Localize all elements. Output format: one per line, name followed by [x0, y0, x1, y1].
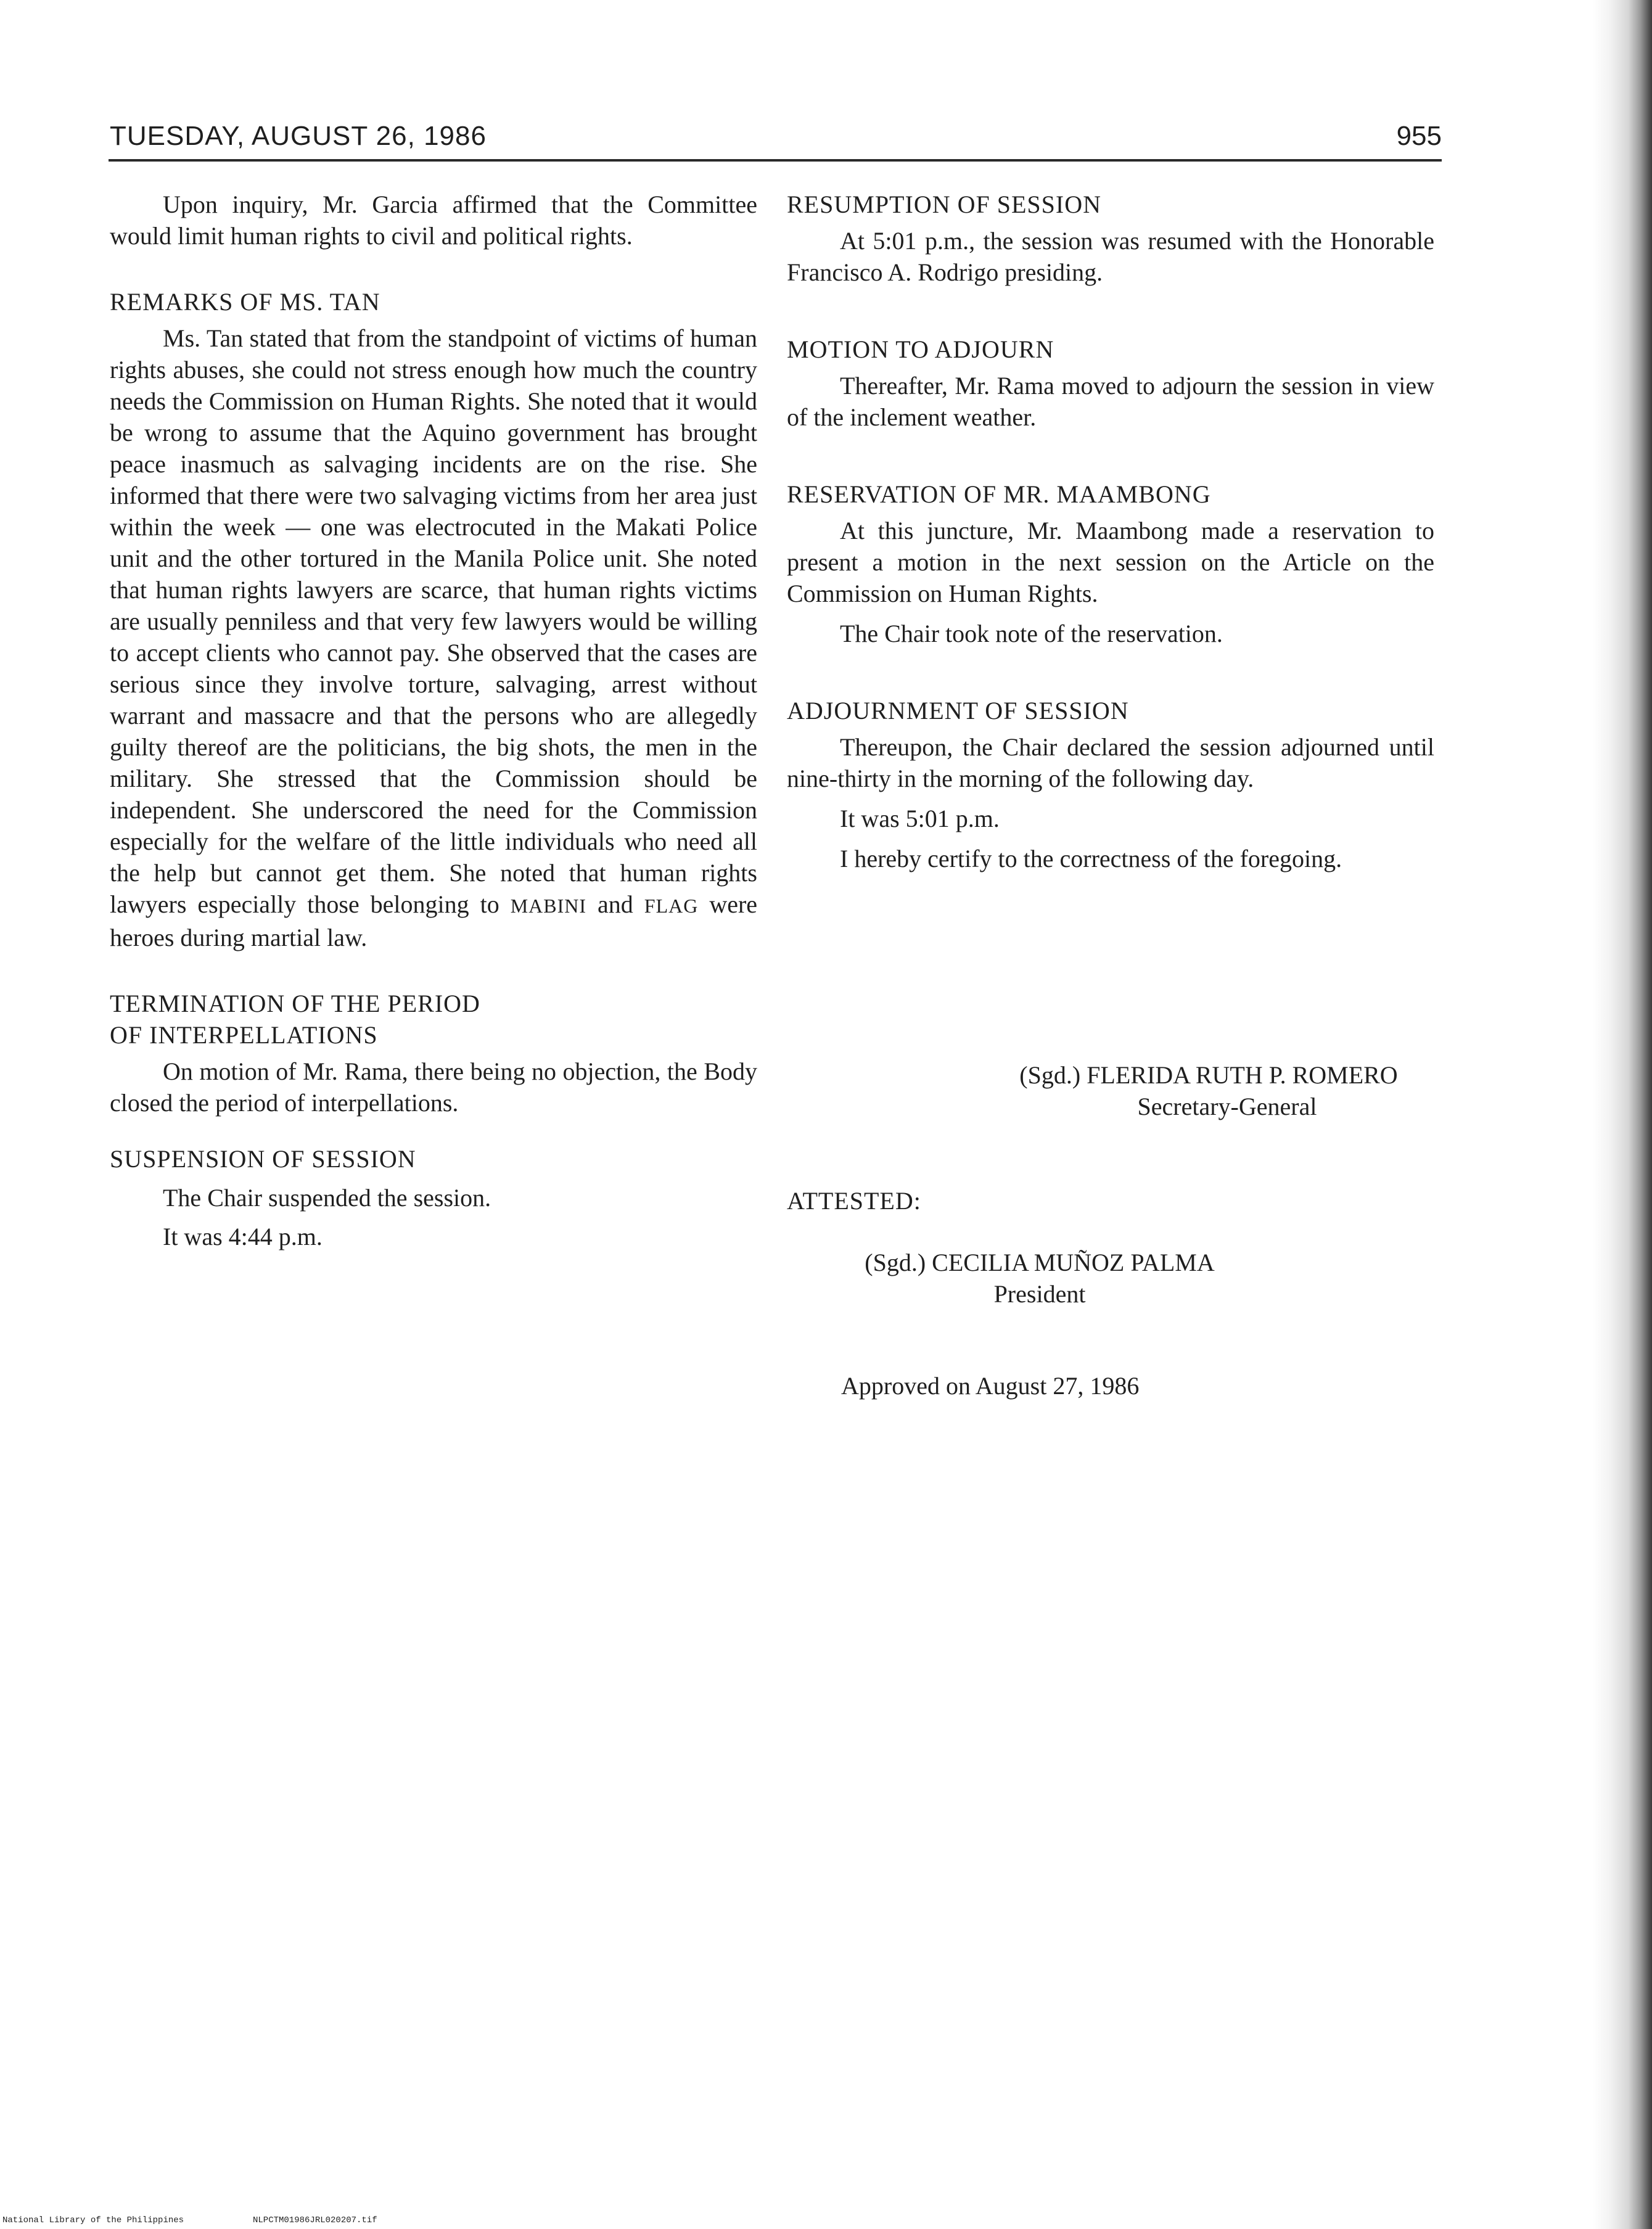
intro-paragraph: Upon inquiry, Mr. Garcia affirmed that the Committee would limit human rights to civil and political rights.	[110, 191, 757, 250]
remarks-text-a: Ms. Tan stated that from the standpoint of victims of human rights abuses, she could not stress enough how much the country needs the Commission on Human Rights. She noted that it would be wrong to assume that the Aquino government has brought peace inasmuch as salvaging incidents are on the rise. She informed that there were two salvaging victims from her area just within the week — one was electrocuted in the Makati Police unit and the other tortured in the Manila Police unit. She noted that human rights lawyers are scarce, that human rights victims are usually penniless and that very few lawyers would be willing to accept clients who cannot pay. She observed that the cases are serious since they involve torture, salvaging, arrest without warrant and massacre and that the persons who are allegedly guilty thereof are the politicians, the big shots, the men in the military. She stressed that the Commission should be independent. She underscored the need for the Commission especially for the welfare of the little individuals who need all the help but cannot get them. She noted that human rights lawyers especially those belonging to	[110, 324, 757, 918]
footer-library: National Library of the Philippines	[2, 2215, 184, 2225]
mabini-label: MABINI	[510, 895, 587, 917]
motion-heading: MOTION TO ADJOURN	[787, 335, 1054, 363]
president-signature	[830, 1247, 1249, 1310]
resumption-heading: RESUMPTION OF SESSION	[787, 191, 1101, 218]
reservation-heading: RESERVATION OF MR. MAAMBONG	[787, 480, 1211, 508]
reservation-paragraph: At this juncture, Mr. Maambong made a reservation to present a motion in the next session on the Article on the Commission on Human Rights.	[787, 517, 1434, 607]
header-rule	[109, 159, 1442, 162]
secretary-name: (Sgd.) FLERIDA RUTH P. ROMERO	[1019, 1061, 1398, 1089]
page-header	[110, 121, 1442, 159]
page-number: 955	[1396, 121, 1442, 151]
remarks-paragraph	[110, 322, 757, 953]
resumption-paragraph: At 5:01 p.m., the session was resumed with the Honorable Francisco A. Rodrigo presiding.	[787, 227, 1434, 286]
certify-paragraph: I hereby certify to the correctness of the foregoing.	[840, 845, 1342, 872]
right-column	[787, 189, 1434, 874]
adjournment-paragraph: Thereupon, the Chair declared the session adjourned until nine-thirty in the morning of the following day.	[787, 733, 1434, 792]
adjournment-time: It was 5:01 p.m.	[840, 805, 1000, 832]
adjournment-heading: ADJOURNMENT OF SESSION	[787, 697, 1129, 725]
suspension-time: It was 4:44 p.m.	[163, 1223, 323, 1250]
reservation-note: The Chair took note of the reservation.	[840, 620, 1223, 647]
approved-date: Approved on August 27, 1986	[841, 1372, 1140, 1400]
suspension-paragraph: The Chair suspended the session.	[163, 1184, 491, 1212]
secretary-title: Secretary-General	[1137, 1093, 1317, 1120]
suspension-heading: SUSPENSION OF SESSION	[110, 1145, 416, 1173]
termination-heading-line1: TERMINATION OF THE PERIOD	[110, 990, 480, 1017]
scan-edge-shadow	[1593, 0, 1652, 2229]
president-name: (Sgd.) CECILIA MUÑOZ PALMA	[865, 1249, 1215, 1276]
footer-filename: NLPCTM01986JRL020207.tif	[253, 2215, 377, 2225]
remarks-and: and	[598, 890, 633, 918]
attested-label: ATTESTED:	[787, 1187, 921, 1215]
motion-paragraph: Thereafter, Mr. Rama moved to adjourn the session in view of the inclement weather.	[787, 372, 1434, 431]
header-date: TUESDAY, AUGUST 26, 1986	[110, 121, 487, 151]
secretary-signature	[980, 1059, 1437, 1122]
termination-heading-line2: OF INTERPELLATIONS	[110, 1021, 378, 1049]
termination-paragraph: On motion of Mr. Rama, there being no objection, the Body closed the period of interpellations.	[110, 1057, 757, 1117]
president-title: President	[993, 1280, 1086, 1308]
remarks-heading: REMARKS OF MS. TAN	[110, 288, 380, 316]
left-column	[110, 189, 757, 1252]
remarks-text-b: were heroes during martial law.	[110, 890, 758, 951]
flag-label: FLAG	[644, 895, 699, 917]
